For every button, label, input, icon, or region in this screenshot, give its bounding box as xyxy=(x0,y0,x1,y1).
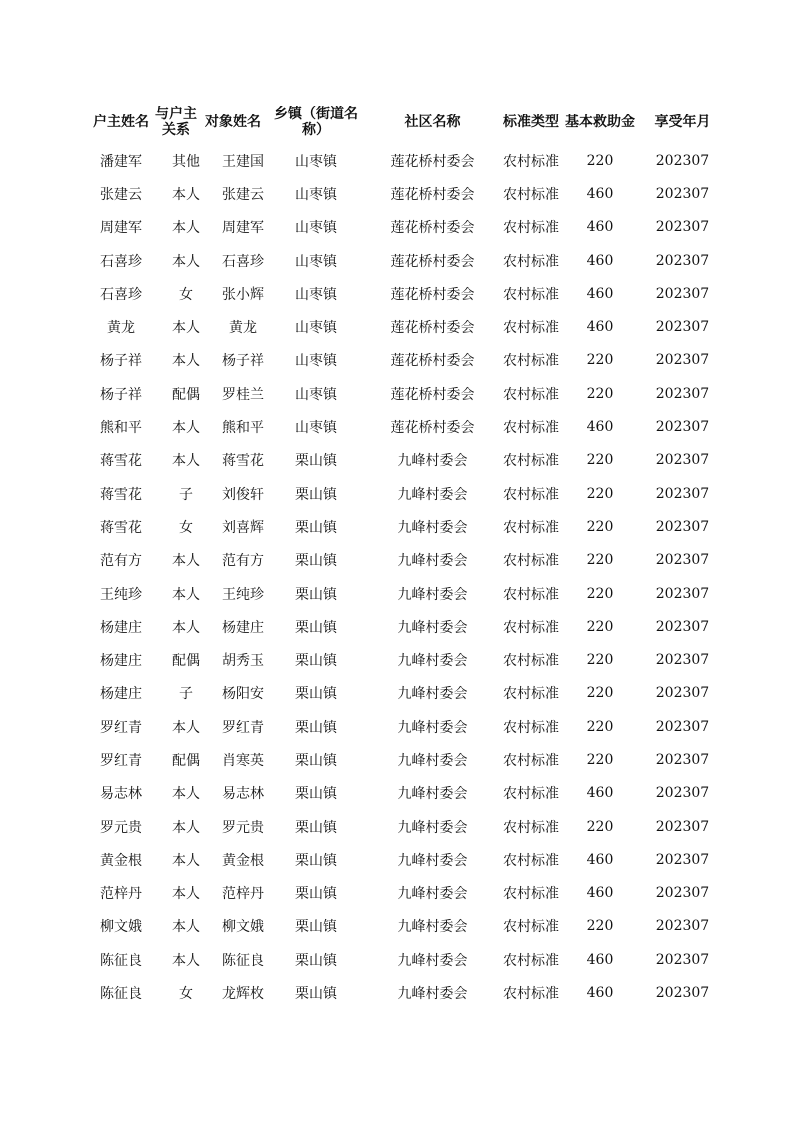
cell-basic-assistance: 220 xyxy=(586,352,614,369)
cell-recipient-name: 胡秀玉 xyxy=(222,653,264,670)
cell-benefit-month: 202307 xyxy=(655,518,710,535)
cell-householder-name: 杨建庄 xyxy=(100,653,142,670)
cell-relationship: 本人 xyxy=(172,253,200,270)
cell-community: 九峰村委会 xyxy=(397,653,468,670)
cell-relationship: 本人 xyxy=(172,786,200,803)
cell-relationship: 本人 xyxy=(172,886,200,903)
cell-relationship: 本人 xyxy=(172,553,200,570)
cell-benefit-month: 202307 xyxy=(655,751,710,768)
cell-benefit-month: 202307 xyxy=(655,718,710,735)
cell-relationship: 本人 xyxy=(172,852,200,869)
cell-recipient-name: 黄金根 xyxy=(222,852,264,869)
cell-relationship: 本人 xyxy=(172,186,200,203)
cell-recipient-name: 杨建庄 xyxy=(222,619,264,636)
cell-relationship: 子 xyxy=(179,686,193,703)
cell-benefit-month: 202307 xyxy=(655,352,710,369)
header-standard-type: 标准类型 xyxy=(503,114,559,130)
cell-township: 栗山镇 xyxy=(295,553,337,570)
cell-basic-assistance: 460 xyxy=(586,851,614,868)
cell-basic-assistance: 460 xyxy=(586,252,614,269)
cell-householder-name: 范梓丹 xyxy=(100,886,142,903)
cell-standard-type: 农村标准 xyxy=(503,253,559,270)
cell-householder-name: 杨子祥 xyxy=(100,386,142,403)
cell-relationship: 子 xyxy=(179,486,193,503)
cell-standard-type: 农村标准 xyxy=(503,453,559,470)
cell-recipient-name: 刘喜辉 xyxy=(222,519,264,536)
cell-standard-type: 农村标准 xyxy=(503,586,559,603)
cell-relationship: 本人 xyxy=(172,919,200,936)
cell-township: 栗山镇 xyxy=(295,986,337,1003)
cell-benefit-month: 202307 xyxy=(655,285,710,302)
cell-township: 山枣镇 xyxy=(295,220,337,237)
cell-community: 莲花桥村委会 xyxy=(390,253,475,270)
table-row xyxy=(88,477,728,510)
cell-relationship: 女 xyxy=(179,519,193,536)
cell-standard-type: 农村标准 xyxy=(503,186,559,203)
cell-householder-name: 黄龙 xyxy=(107,320,135,337)
cell-recipient-name: 张建云 xyxy=(222,186,264,203)
cell-community: 九峰村委会 xyxy=(397,752,468,769)
cell-recipient-name: 王纯珍 xyxy=(222,586,264,603)
cell-benefit-month: 202307 xyxy=(655,252,710,269)
cell-householder-name: 周建军 xyxy=(100,220,142,237)
cell-basic-assistance: 220 xyxy=(586,585,614,602)
table-row xyxy=(88,643,728,676)
header-township: 乡镇（街道名称） xyxy=(274,106,358,138)
cell-community: 九峰村委会 xyxy=(397,586,468,603)
cell-relationship: 其他 xyxy=(172,153,200,170)
table-row xyxy=(88,843,728,876)
cell-recipient-name: 龙辉枚 xyxy=(222,986,264,1003)
table-row xyxy=(88,211,728,244)
table-row xyxy=(88,410,728,443)
cell-recipient-name: 罗元贵 xyxy=(222,819,264,836)
cell-standard-type: 农村标准 xyxy=(503,752,559,769)
cell-community: 九峰村委会 xyxy=(397,952,468,969)
cell-recipient-name: 范有方 xyxy=(222,553,264,570)
cell-householder-name: 杨建庄 xyxy=(100,686,142,703)
cell-relationship: 本人 xyxy=(172,619,200,636)
cell-township: 栗山镇 xyxy=(295,519,337,536)
cell-recipient-name: 石喜珍 xyxy=(222,253,264,270)
cell-relationship: 本人 xyxy=(172,220,200,237)
cell-township: 山枣镇 xyxy=(295,420,337,437)
cell-recipient-name: 罗红青 xyxy=(222,719,264,736)
cell-benefit-month: 202307 xyxy=(655,685,710,702)
cell-benefit-month: 202307 xyxy=(655,652,710,669)
cell-community: 莲花桥村委会 xyxy=(390,153,475,170)
cell-basic-assistance: 460 xyxy=(586,985,614,1002)
cell-basic-assistance: 220 xyxy=(586,152,614,169)
cell-community: 九峰村委会 xyxy=(397,453,468,470)
cell-basic-assistance: 220 xyxy=(586,452,614,469)
cell-basic-assistance: 220 xyxy=(586,652,614,669)
cell-standard-type: 农村标准 xyxy=(503,220,559,237)
cell-householder-name: 王纯珍 xyxy=(100,586,142,603)
cell-recipient-name: 易志林 xyxy=(222,786,264,803)
cell-householder-name: 易志林 xyxy=(100,786,142,803)
cell-standard-type: 农村标准 xyxy=(503,852,559,869)
cell-township: 栗山镇 xyxy=(295,952,337,969)
cell-township: 山枣镇 xyxy=(295,253,337,270)
cell-basic-assistance: 460 xyxy=(586,885,614,902)
table-row xyxy=(88,877,728,910)
table-row xyxy=(88,943,728,976)
header-relationship: 与户主关系 xyxy=(155,106,197,138)
cell-relationship: 本人 xyxy=(172,320,200,337)
cell-township: 栗山镇 xyxy=(295,786,337,803)
cell-benefit-month: 202307 xyxy=(655,918,710,935)
cell-standard-type: 农村标准 xyxy=(503,286,559,303)
header-basic-assistance: 基本救助金 xyxy=(565,114,635,130)
cell-standard-type: 农村标准 xyxy=(503,386,559,403)
cell-standard-type: 农村标准 xyxy=(503,686,559,703)
cell-community: 九峰村委会 xyxy=(397,519,468,536)
cell-recipient-name: 周建军 xyxy=(222,220,264,237)
cell-township: 栗山镇 xyxy=(295,653,337,670)
cell-relationship: 配偶 xyxy=(172,752,200,769)
cell-township: 山枣镇 xyxy=(295,320,337,337)
cell-standard-type: 农村标准 xyxy=(503,986,559,1003)
table-row xyxy=(88,743,728,776)
cell-benefit-month: 202307 xyxy=(655,419,710,436)
cell-householder-name: 陈征良 xyxy=(100,986,142,1003)
cell-basic-assistance: 220 xyxy=(586,385,614,402)
cell-relationship: 配偶 xyxy=(172,386,200,403)
assistance-table xyxy=(88,101,728,1010)
cell-basic-assistance: 220 xyxy=(586,485,614,502)
cell-standard-type: 农村标准 xyxy=(503,952,559,969)
cell-basic-assistance: 220 xyxy=(586,718,614,735)
cell-township: 山枣镇 xyxy=(295,186,337,203)
table-row xyxy=(88,144,728,177)
cell-benefit-month: 202307 xyxy=(655,851,710,868)
cell-benefit-month: 202307 xyxy=(655,951,710,968)
cell-basic-assistance: 220 xyxy=(586,618,614,635)
table-body xyxy=(88,144,728,1010)
cell-householder-name: 杨建庄 xyxy=(100,619,142,636)
cell-relationship: 配偶 xyxy=(172,653,200,670)
cell-relationship: 本人 xyxy=(172,353,200,370)
table-row xyxy=(88,976,728,1009)
cell-community: 莲花桥村委会 xyxy=(390,386,475,403)
cell-householder-name: 潘建军 xyxy=(100,153,142,170)
cell-recipient-name: 杨阳安 xyxy=(222,686,264,703)
cell-relationship: 女 xyxy=(179,286,193,303)
cell-township: 栗山镇 xyxy=(295,886,337,903)
cell-relationship: 本人 xyxy=(172,819,200,836)
cell-benefit-month: 202307 xyxy=(655,552,710,569)
cell-basic-assistance: 460 xyxy=(586,419,614,436)
cell-relationship: 本人 xyxy=(172,586,200,603)
cell-householder-name: 张建云 xyxy=(100,186,142,203)
table-row xyxy=(88,344,728,377)
cell-basic-assistance: 460 xyxy=(586,285,614,302)
cell-relationship: 女 xyxy=(179,986,193,1003)
cell-householder-name: 石喜珍 xyxy=(100,286,142,303)
cell-householder-name: 罗红青 xyxy=(100,719,142,736)
table-row xyxy=(88,177,728,210)
table-row xyxy=(88,610,728,643)
cell-recipient-name: 范梓丹 xyxy=(222,886,264,903)
cell-community: 九峰村委会 xyxy=(397,719,468,736)
table-row xyxy=(88,910,728,943)
cell-recipient-name: 罗桂兰 xyxy=(222,386,264,403)
cell-householder-name: 蒋雪花 xyxy=(100,486,142,503)
cell-basic-assistance: 220 xyxy=(586,818,614,835)
cell-benefit-month: 202307 xyxy=(655,385,710,402)
cell-basic-assistance: 220 xyxy=(586,751,614,768)
cell-community: 九峰村委会 xyxy=(397,986,468,1003)
cell-township: 山枣镇 xyxy=(295,153,337,170)
cell-community: 莲花桥村委会 xyxy=(390,186,475,203)
cell-recipient-name: 张小辉 xyxy=(222,286,264,303)
table-row xyxy=(88,277,728,310)
cell-basic-assistance: 460 xyxy=(586,319,614,336)
cell-community: 莲花桥村委会 xyxy=(390,320,475,337)
cell-basic-assistance: 460 xyxy=(586,219,614,236)
cell-recipient-name: 王建国 xyxy=(222,153,264,170)
table-row xyxy=(88,710,728,743)
cell-householder-name: 熊和平 xyxy=(100,420,142,437)
cell-township: 栗山镇 xyxy=(295,852,337,869)
cell-basic-assistance: 220 xyxy=(586,552,614,569)
table-row xyxy=(88,544,728,577)
cell-householder-name: 罗元贵 xyxy=(100,819,142,836)
cell-benefit-month: 202307 xyxy=(655,485,710,502)
cell-standard-type: 农村标准 xyxy=(503,153,559,170)
cell-benefit-month: 202307 xyxy=(655,319,710,336)
cell-community: 莲花桥村委会 xyxy=(390,220,475,237)
cell-householder-name: 蒋雪花 xyxy=(100,453,142,470)
cell-householder-name: 罗红青 xyxy=(100,752,142,769)
cell-township: 栗山镇 xyxy=(295,752,337,769)
cell-householder-name: 柳文娥 xyxy=(100,919,142,936)
cell-basic-assistance: 220 xyxy=(586,685,614,702)
cell-recipient-name: 熊和平 xyxy=(222,420,264,437)
cell-township: 山枣镇 xyxy=(295,286,337,303)
cell-township: 栗山镇 xyxy=(295,819,337,836)
cell-community: 九峰村委会 xyxy=(397,786,468,803)
cell-relationship: 本人 xyxy=(172,952,200,969)
cell-community: 九峰村委会 xyxy=(397,619,468,636)
table-row xyxy=(88,777,728,810)
cell-standard-type: 农村标准 xyxy=(503,786,559,803)
cell-community: 九峰村委会 xyxy=(397,686,468,703)
cell-township: 栗山镇 xyxy=(295,686,337,703)
cell-community: 九峰村委会 xyxy=(397,886,468,903)
cell-township: 栗山镇 xyxy=(295,719,337,736)
cell-standard-type: 农村标准 xyxy=(503,420,559,437)
cell-township: 栗山镇 xyxy=(295,919,337,936)
cell-benefit-month: 202307 xyxy=(655,585,710,602)
table-row xyxy=(88,377,728,410)
cell-community: 莲花桥村委会 xyxy=(390,420,475,437)
cell-benefit-month: 202307 xyxy=(655,818,710,835)
cell-relationship: 本人 xyxy=(172,719,200,736)
table-row xyxy=(88,244,728,277)
cell-householder-name: 杨子祥 xyxy=(100,353,142,370)
cell-householder-name: 范有方 xyxy=(100,553,142,570)
cell-standard-type: 农村标准 xyxy=(503,553,559,570)
cell-community: 九峰村委会 xyxy=(397,486,468,503)
cell-benefit-month: 202307 xyxy=(655,618,710,635)
cell-community: 九峰村委会 xyxy=(397,553,468,570)
cell-householder-name: 蒋雪花 xyxy=(100,519,142,536)
table-row xyxy=(88,810,728,843)
cell-householder-name: 陈征良 xyxy=(100,952,142,969)
cell-basic-assistance: 460 xyxy=(586,785,614,802)
cell-basic-assistance: 220 xyxy=(586,918,614,935)
table-row xyxy=(88,310,728,343)
cell-recipient-name: 刘俊轩 xyxy=(222,486,264,503)
cell-recipient-name: 杨子祥 xyxy=(222,353,264,370)
cell-standard-type: 农村标准 xyxy=(503,519,559,536)
table-header-row xyxy=(88,101,728,143)
cell-recipient-name: 柳文娥 xyxy=(222,919,264,936)
cell-benefit-month: 202307 xyxy=(655,452,710,469)
cell-benefit-month: 202307 xyxy=(655,152,710,169)
cell-basic-assistance: 460 xyxy=(586,951,614,968)
cell-householder-name: 石喜珍 xyxy=(100,253,142,270)
cell-standard-type: 农村标准 xyxy=(503,320,559,337)
table-row xyxy=(88,577,728,610)
cell-standard-type: 农村标准 xyxy=(503,819,559,836)
cell-standard-type: 农村标准 xyxy=(503,353,559,370)
cell-community: 莲花桥村委会 xyxy=(390,286,475,303)
cell-benefit-month: 202307 xyxy=(655,185,710,202)
cell-township: 山枣镇 xyxy=(295,353,337,370)
cell-benefit-month: 202307 xyxy=(655,785,710,802)
cell-benefit-month: 202307 xyxy=(655,985,710,1002)
cell-township: 栗山镇 xyxy=(295,486,337,503)
cell-standard-type: 农村标准 xyxy=(503,886,559,903)
header-recipient-name: 对象姓名 xyxy=(205,114,261,130)
cell-basic-assistance: 460 xyxy=(586,185,614,202)
cell-standard-type: 农村标准 xyxy=(503,919,559,936)
table-row xyxy=(88,510,728,543)
cell-recipient-name: 陈征良 xyxy=(222,952,264,969)
cell-community: 九峰村委会 xyxy=(397,919,468,936)
cell-standard-type: 农村标准 xyxy=(503,486,559,503)
table-row xyxy=(88,444,728,477)
cell-relationship: 本人 xyxy=(172,453,200,470)
cell-standard-type: 农村标准 xyxy=(503,719,559,736)
cell-township: 栗山镇 xyxy=(295,619,337,636)
header-householder-name: 户主姓名 xyxy=(93,114,149,130)
cell-relationship: 本人 xyxy=(172,420,200,437)
header-community: 社区名称 xyxy=(404,114,461,130)
cell-township: 山枣镇 xyxy=(295,386,337,403)
table-row xyxy=(88,677,728,710)
cell-standard-type: 农村标准 xyxy=(503,619,559,636)
cell-township: 栗山镇 xyxy=(295,586,337,603)
cell-recipient-name: 蒋雪花 xyxy=(222,453,264,470)
cell-benefit-month: 202307 xyxy=(655,219,710,236)
cell-standard-type: 农村标准 xyxy=(503,653,559,670)
cell-basic-assistance: 220 xyxy=(586,518,614,535)
header-benefit-month: 享受年月 xyxy=(654,114,711,130)
cell-community: 莲花桥村委会 xyxy=(390,353,475,370)
cell-householder-name: 黄金根 xyxy=(100,852,142,869)
cell-benefit-month: 202307 xyxy=(655,885,710,902)
cell-recipient-name: 肖寒英 xyxy=(222,752,264,769)
cell-community: 九峰村委会 xyxy=(397,819,468,836)
cell-township: 栗山镇 xyxy=(295,453,337,470)
cell-community: 九峰村委会 xyxy=(397,852,468,869)
cell-recipient-name: 黄龙 xyxy=(229,320,257,337)
